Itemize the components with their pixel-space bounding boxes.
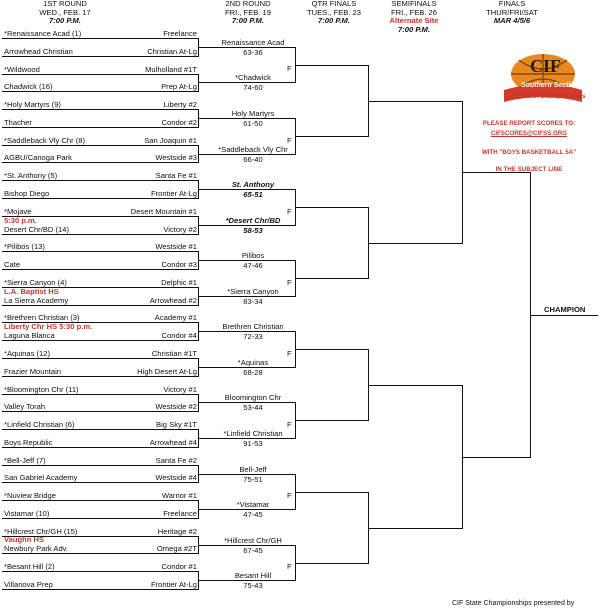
report-email-link[interactable]: CIFSCORES@CIFSS.ORG: [490, 130, 568, 137]
game-note: Liberty Chr HS 5:30 p.m.: [4, 322, 93, 331]
league-name: Westside #1: [155, 242, 197, 251]
team-line: [2, 251, 198, 252]
winner-score: 67-45: [243, 546, 263, 555]
team-line: [2, 394, 198, 395]
f-marker: F: [287, 64, 292, 73]
round-name: QTR FINALS: [311, 0, 357, 8]
team-line: [2, 180, 198, 181]
team-name: *St. Anthony (5): [4, 171, 58, 180]
team-name: *Bell-Jeff (7): [4, 456, 46, 465]
game-note: L.A. Baptist HS: [4, 287, 59, 296]
team-line: [2, 145, 198, 146]
round-time: 7:00 P.M.: [398, 24, 430, 34]
round-header: [364, 0, 464, 34]
winner-score: 74-60: [243, 83, 263, 92]
team-line: [2, 109, 198, 110]
team-line: [2, 358, 198, 359]
team-name: Cate: [4, 260, 21, 269]
team-line: [2, 269, 198, 270]
semi-line: [368, 101, 462, 102]
qtr-line: [295, 278, 368, 279]
league-name: Condor #4: [161, 331, 197, 340]
league-name: Victory #2: [163, 225, 197, 234]
winner-name: *Linfield Christian: [223, 429, 283, 438]
league-name: Santa Fe #2: [155, 456, 197, 465]
team-name: *Saddleback Vly Chr (8): [4, 136, 86, 145]
league-name: Christian #1T: [151, 349, 197, 358]
winner-name: Brethren Christian: [222, 322, 284, 331]
round-time: 7:00 P.M.: [318, 16, 350, 26]
bracket-line: [198, 74, 199, 92]
qtr-line: [295, 563, 368, 564]
team-name: Thacher: [4, 118, 32, 127]
final-line: [462, 457, 530, 458]
semi-line: [368, 243, 462, 244]
winner-name: Holy Martyrs: [231, 109, 275, 118]
league-name: Heritage #2: [157, 527, 197, 536]
round-header: [15, 0, 115, 26]
league-name: Westside #4: [155, 473, 197, 482]
league-name: Westside #2: [155, 402, 197, 411]
team-line: [2, 518, 198, 519]
round-date: TUES., FEB. 23: [306, 7, 362, 17]
team-name: *Mojave: [4, 207, 32, 216]
team-line: [2, 162, 198, 163]
round-header: [462, 0, 562, 26]
league-name: Santa Fe #1: [155, 171, 197, 180]
team-name: Vistamar (10): [4, 509, 50, 518]
round-time: 7:00 P.M.: [49, 16, 81, 26]
team-line: [2, 376, 198, 377]
league-name: Liberty #2: [163, 100, 197, 109]
winner-name: Besant Hill: [234, 571, 272, 580]
team-line: [2, 500, 198, 501]
team-name: *Bloomington Chr (11): [4, 385, 79, 394]
qtr-line: [295, 420, 368, 421]
round-name: 1ST ROUND: [43, 0, 87, 8]
team-name: *Renaissance Acad (1): [4, 29, 82, 38]
game-note: Vaughn HS: [4, 535, 45, 544]
round-date: FRI., FEB. 19: [225, 7, 271, 17]
game-note: 5:30 p.m.: [4, 216, 37, 225]
team-line: [2, 56, 198, 57]
team-line: [2, 74, 198, 75]
winner-score: 47-45: [243, 510, 263, 519]
qtr-line: [295, 492, 368, 493]
league-name: Condor #2: [161, 118, 197, 127]
f-marker: F: [287, 562, 292, 571]
winner-name: Pilibos: [241, 251, 265, 260]
champion-label: CHAMPION: [544, 305, 586, 314]
team-name: San Gabriel Academy: [4, 473, 78, 482]
league-name: Desert Mountain #1: [130, 207, 197, 216]
team-name: Laguna Blanca: [4, 331, 55, 340]
logo-letters: CIF: [530, 56, 561, 76]
f-marker: F: [287, 349, 292, 358]
f-marker: F: [287, 207, 292, 216]
winner-name: *Vistamar: [236, 500, 270, 509]
winner-name: *Sierra Canyon: [227, 287, 279, 296]
league-name: Freelance: [163, 29, 197, 38]
league-name: Christian At-Lg: [147, 47, 197, 56]
league-name: San Joaquin #1: [144, 136, 197, 145]
report-line: WITH "BOYS BASKETBALL 5A": [481, 149, 577, 156]
winner-name: *Chadwick: [235, 73, 271, 82]
league-name: Delphic #1: [161, 278, 197, 287]
winner-score: 58-53: [243, 226, 263, 235]
qtr-line: [295, 349, 368, 350]
logo-line2: TOYOTA Championships: [514, 94, 586, 100]
team-line: [2, 482, 198, 483]
team-line: [2, 465, 198, 466]
qtr-line: [295, 136, 368, 137]
team-name: *Wildwood: [4, 65, 40, 74]
team-name: La Sierra Academy: [4, 296, 69, 305]
qtr-line: [295, 207, 368, 208]
team-line: [2, 38, 198, 39]
team-line: [2, 411, 198, 412]
winner-score: 75-43: [243, 581, 263, 590]
league-name: Arrowhead #2: [149, 296, 197, 305]
league-name: High Desert At-Lg: [137, 367, 197, 376]
round-date: WED., FEB. 17: [39, 7, 91, 17]
league-name: Academy #1: [154, 313, 197, 322]
semi-line: [368, 528, 462, 529]
bracket-line: [198, 394, 199, 412]
team-name: Villanova Prep: [4, 580, 53, 589]
winner-name: *Hillcrest Chr/GH: [224, 536, 282, 545]
team-name: Arrowhead Christian: [4, 47, 73, 56]
winner-score: 68-28: [243, 368, 263, 377]
winner-score: 65-51: [243, 190, 263, 199]
winner-score: 53-44: [243, 403, 263, 412]
report-line: PLEASE REPORT SCORES TO:: [482, 120, 576, 127]
team-line: [2, 429, 198, 430]
team-name: Bishop Diego: [4, 189, 50, 198]
round-name: FINALS: [498, 0, 526, 8]
league-name: Warrior #1: [161, 491, 197, 500]
round-time: 7:00 P.M.: [232, 16, 264, 26]
winner-score: 47-46: [243, 261, 263, 270]
team-name: Chadwick (16): [4, 82, 53, 91]
team-line: [2, 91, 198, 92]
team-line: [2, 571, 198, 572]
winner-score: 75-51: [243, 475, 263, 484]
round-time: MAR 4/5/6: [493, 16, 531, 26]
round-header: [198, 0, 298, 26]
round-site-note: Alternate Site: [389, 16, 439, 26]
team-name: *Holy Martyrs (9): [4, 100, 61, 109]
team-line: [2, 234, 198, 235]
league-name: Freelance: [163, 509, 197, 518]
team-name: Desert Chr/BD (14): [4, 225, 69, 234]
league-name: Big Sky #1T: [156, 420, 197, 429]
f-marker: F: [287, 420, 292, 429]
league-name: Frontier At-Lg: [150, 189, 197, 198]
team-line: [2, 305, 198, 306]
team-line: [2, 127, 198, 128]
round-name: SEMIFINALS: [391, 0, 437, 8]
team-line: [2, 447, 198, 448]
league-name: Arrowhead #4: [149, 438, 197, 447]
report-line: IN THE SUBJECT LINE: [495, 166, 563, 173]
team-name: *Linfield Christian (6): [4, 420, 75, 429]
team-name: *Besant Hill (2): [4, 562, 55, 571]
footer-text: CIF State Championships presented by: [452, 600, 575, 607]
winner-name: St. Anthony: [231, 180, 275, 189]
team-name: *Sierra Canyon (4): [4, 278, 67, 287]
logo-line1: Southern Section: [521, 82, 579, 89]
champion-line: [530, 315, 598, 316]
winner-name: Bloomington Chr: [224, 393, 282, 402]
semi-line: [368, 385, 462, 386]
league-name: Frontier At-Lg: [150, 580, 197, 589]
winner-name: *Aquinas: [237, 358, 269, 367]
league-name: Mulholland #1T: [145, 65, 197, 74]
league-name: Condor #1: [161, 562, 197, 571]
team-name: *Brethren Christian (3): [4, 313, 80, 322]
f-marker: F: [287, 136, 292, 145]
winner-name: *Saddleback Vly Chr: [218, 145, 288, 154]
league-name: Westside #3: [155, 153, 197, 162]
qtr-line: [295, 65, 368, 66]
team-name: *Pilibos (13): [4, 242, 45, 251]
f-marker: F: [287, 491, 292, 500]
round-date: FRI., FEB. 26: [391, 7, 437, 17]
winner-score: 91-53: [243, 439, 263, 448]
winner-name: Bell-Jeff: [239, 465, 267, 474]
team-line: [2, 340, 198, 341]
team-name: Frazier Mountain: [4, 367, 61, 376]
team-name: AGBU/Canoga Park: [4, 153, 72, 162]
league-name: Condor #3: [161, 260, 197, 269]
team-name: Valley Torah: [4, 402, 46, 411]
league-name: Victory #1: [163, 385, 197, 394]
league-name: Prep At-Lg: [161, 82, 197, 91]
team-line: [2, 589, 198, 590]
league-name: Omega #2T: [156, 544, 197, 553]
winner-score: 61-50: [243, 119, 263, 128]
winner-score: 63-36: [243, 48, 263, 57]
winner-name: Renaissance Acad: [221, 38, 285, 47]
team-name: *Aquinas (12): [4, 349, 51, 358]
f-marker: F: [287, 278, 292, 287]
winner-score: 83-34: [243, 297, 263, 306]
team-line: [2, 198, 198, 199]
team-name: *Nuview Bridge: [4, 491, 56, 500]
winner-name: *Desert Chr/BD: [225, 216, 281, 225]
winner-score: 72-33: [243, 332, 263, 341]
round-name: 2ND ROUND: [225, 0, 271, 8]
team-name: Boys Republic: [4, 438, 53, 447]
team-name: *Hillcrest Chr/GH (15): [4, 527, 78, 536]
team-name: Newbury Park Adv.: [4, 544, 69, 553]
winner-score: 66-40: [243, 155, 263, 164]
team-line: [2, 553, 198, 554]
round-date: THUR/FRI/SAT: [486, 7, 538, 17]
